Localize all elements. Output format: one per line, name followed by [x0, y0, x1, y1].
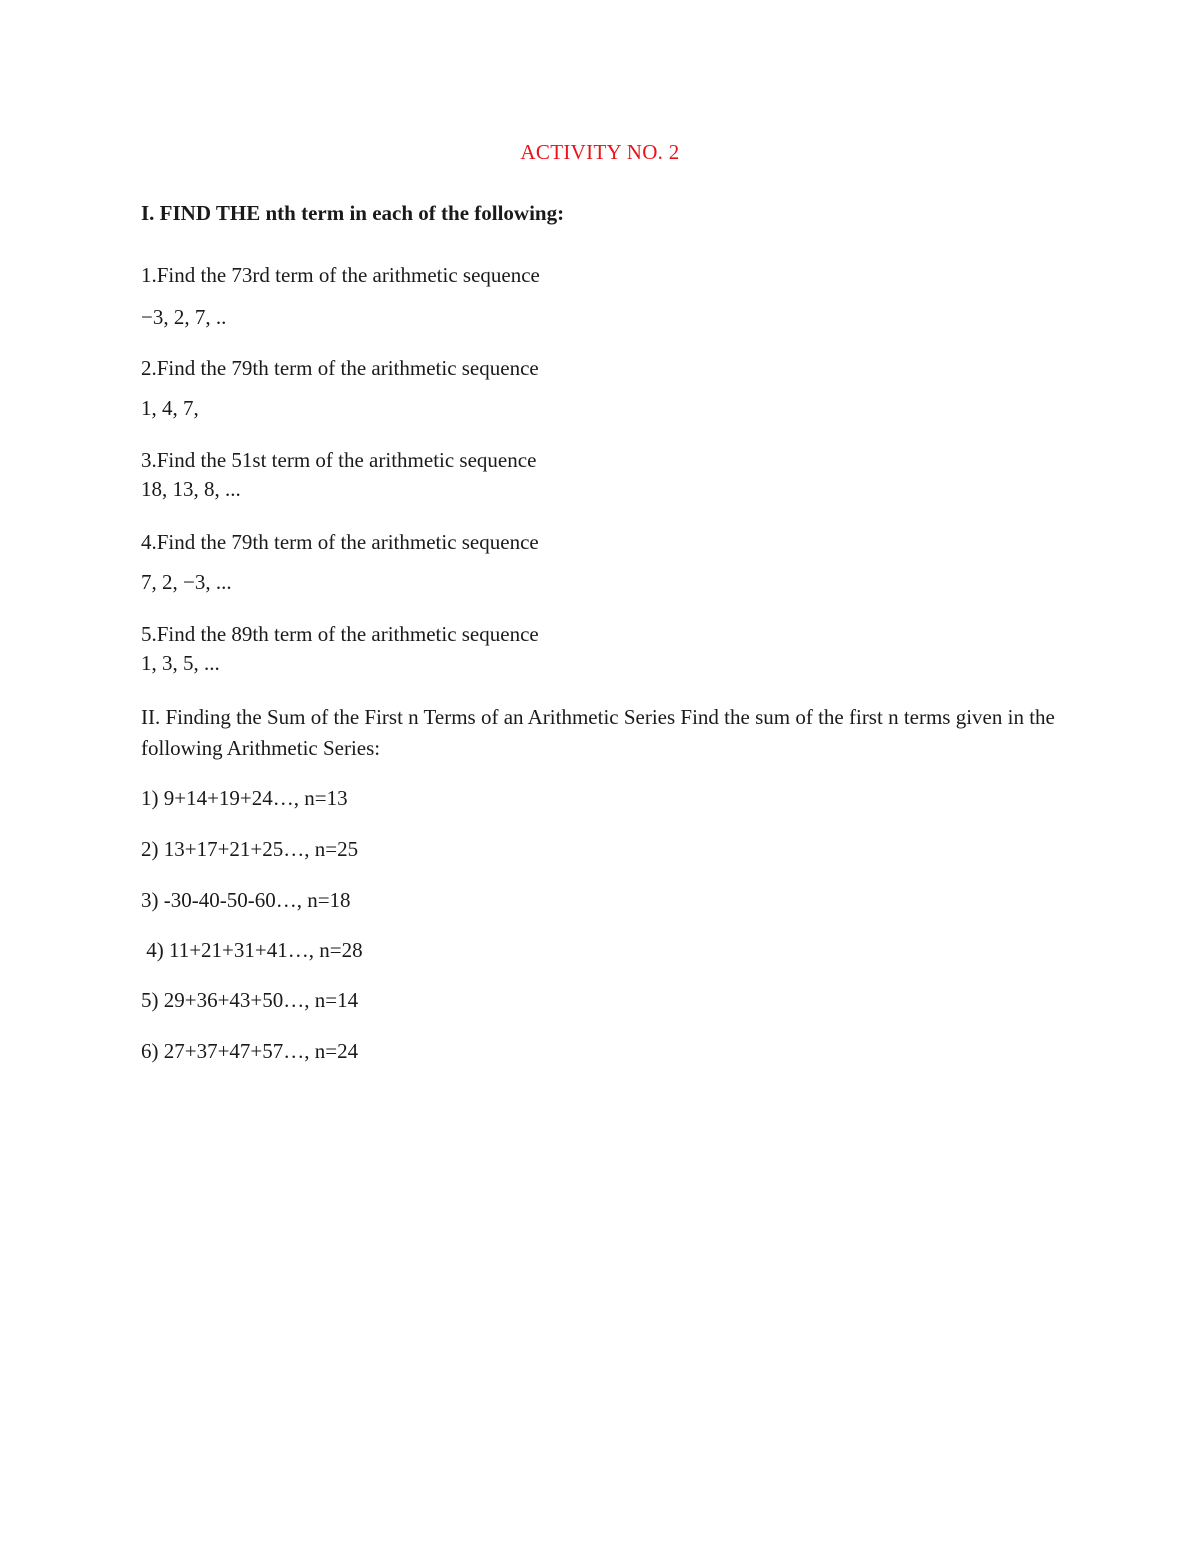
part1-heading: I. FIND THE nth term in each of the following:: [141, 201, 565, 225]
part1-question-5: 5.Find the 89th term of the arithmetic sequence: [141, 622, 539, 646]
part1-question-2: 2.Find the 79th term of the arithmetic sequence: [141, 356, 539, 380]
part1-question-4: 4.Find the 79th term of the arithmetic sequence: [141, 530, 539, 554]
part1-sequence-3: 18, 13, 8, ...: [141, 477, 241, 501]
part2-item-5: 5) 29+36+43+50…, n=14: [141, 988, 359, 1012]
part1-question-3: 3.Find the 51st term of the arithmetic sequence: [141, 448, 537, 472]
part2-item-6: 6) 27+37+47+57…, n=24: [141, 1039, 359, 1063]
part2-item-2: 2) 13+17+21+25…, n=25: [141, 837, 359, 861]
activity-title: ACTIVITY NO. 2: [520, 140, 680, 164]
part2-item-1: 1) 9+14+19+24…, n=13: [141, 786, 348, 810]
part1-sequence-4: 7, 2, −3, ...: [141, 570, 232, 594]
part2-item-3: 3) -30-40-50-60…, n=18: [141, 888, 351, 912]
part1-sequence-2: 1, 4, 7,: [141, 396, 199, 420]
part1-sequence-1: −3, 2, 7, ..: [141, 305, 227, 329]
part1-question-1: 1.Find the 73rd term of the arithmetic sequence: [141, 263, 540, 287]
part1-sequence-5: 1, 3, 5, ...: [141, 651, 220, 675]
part2-item-4: 4) 11+21+31+41…, n=28: [141, 938, 363, 962]
part2-heading: II. Finding the Sum of the First n Terms of an Arithmetic Series Find the sum of the first n terms given in the following Arithmetic Series:: [141, 705, 1055, 760]
